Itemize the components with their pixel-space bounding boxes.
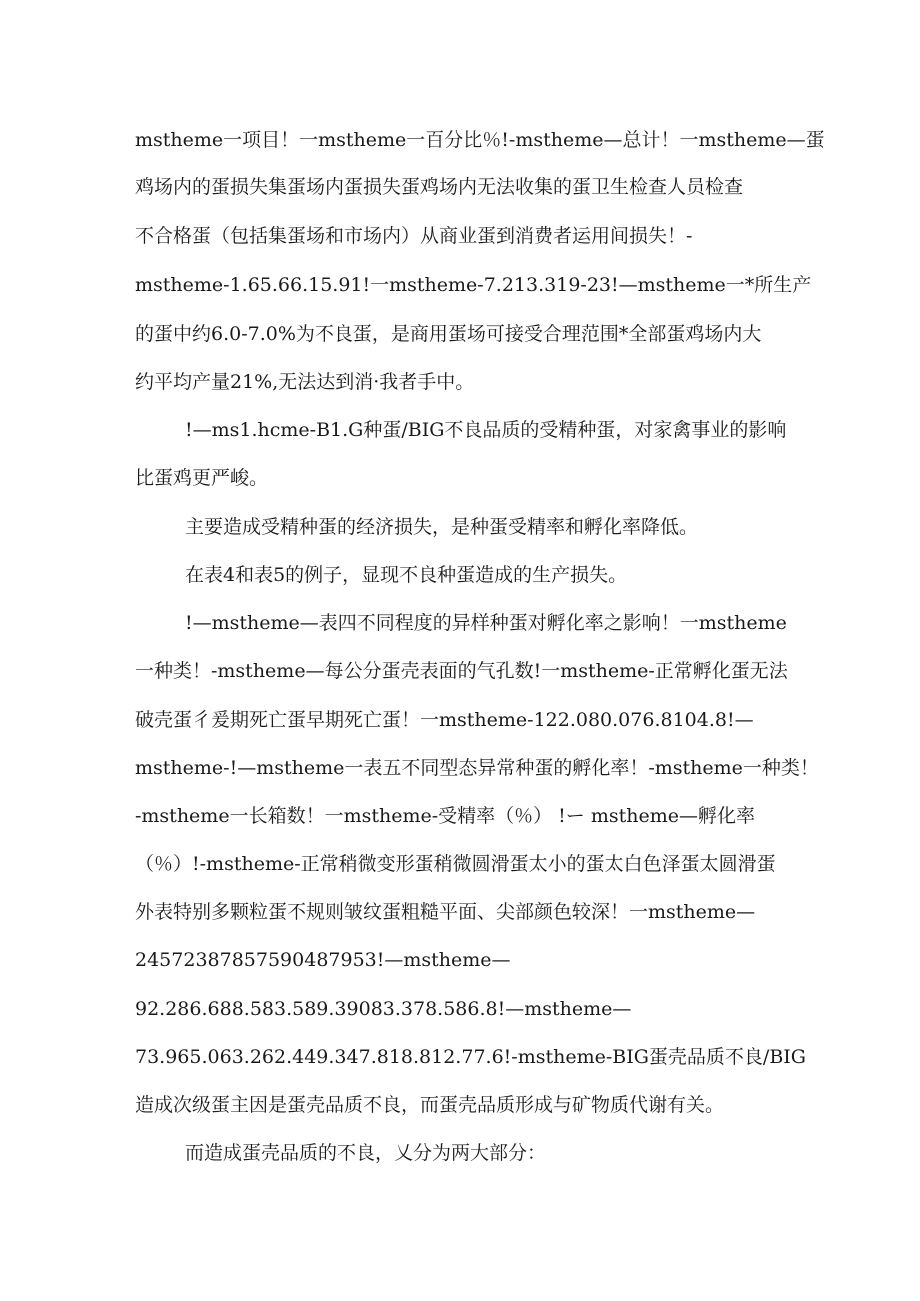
- paragraph-line: 一种类！-mstheme—每公分蛋壳表面的气孔数!一mstheme-正常孵化蛋无法: [135, 660, 788, 682]
- paragraph-line: 92.286.688.583.589.39083.378.586.8!—mstheme—: [135, 998, 632, 1020]
- paragraph-line: 主要造成受精种蛋的经济损失，是种蛋受精率和孵化率降低。: [185, 516, 699, 538]
- paragraph-line: 鸡场内的蛋损失集蛋场内蛋损失蛋鸡场内无法收集的蛋卫生检查人员检查: [135, 176, 744, 198]
- paragraph-line: 比蛋鸡更严峻。: [135, 467, 269, 489]
- paragraph-line: -mstheme一长箱数！一mstheme-受精率（％） !ー mstheme—孵化率: [135, 805, 755, 827]
- paragraph-line: mstheme一项目！一mstheme一百分比％!-mstheme—总计！一mstheme—蛋: [135, 129, 825, 151]
- paragraph-line: mstheme-!—mstheme一表五不同型态异常种蛋的孵化率！-mstheme一种类！: [135, 757, 819, 779]
- paragraph-line: 破壳蛋彳爰期死亡蛋早期死亡蛋！一mstheme-122.080.076.8104.8!—: [135, 709, 754, 731]
- paragraph-line: 而造成蛋壳品质的不良，乂分为两大部分：: [185, 1142, 547, 1164]
- paragraph-line: !—mstheme—表四不同程度的异样种蛋对孵化率之影响！一mstheme: [185, 612, 787, 634]
- paragraph-line: 约平均产量21%,无法达到消·我者手中。: [135, 371, 475, 393]
- paragraph-line: !—ms1.hcme-B1.G种蛋/BIG不良品质的受精种蛋，对家禽事业的影响: [185, 419, 787, 441]
- paragraph-line: 外表特别多颗粒蛋不规则皱纹蛋粗糙平面、尖部颜色较深！一mstheme—: [135, 901, 756, 923]
- paragraph-line: 不合格蛋（包括集蛋场和市场内）从商业蛋到消费者运用间损失！-: [135, 225, 693, 247]
- paragraph-line: 73.965.063.262.449.347.818.812.77.6!-mstheme-BIG蛋壳品质不良/BIG: [135, 1046, 806, 1068]
- paragraph-line: 的蛋中约6.0-7.0%为不良蛋，是商用蛋场可接受合理范围*全部蛋鸡场内大: [135, 323, 762, 345]
- paragraph-line: 造成次级蛋主因是蛋壳品质不良，而蛋壳品质形成与矿物质代谢有关。: [135, 1094, 725, 1116]
- paragraph-line: （％）!-mstheme-正常稍微变形蛋稍微圆滑蛋太小的蛋太白色泽蛋太圆滑蛋: [135, 853, 776, 875]
- paragraph-line: mstheme-1.65.66.15.91!一mstheme-7.213.319-23!—mstheme一*所生产: [135, 274, 812, 296]
- paragraph-line: 24572387857590487953!—mstheme—: [135, 949, 511, 971]
- paragraph-line: 在表4和表5的例子，显现不良种蛋造成的生产损失。: [185, 564, 628, 586]
